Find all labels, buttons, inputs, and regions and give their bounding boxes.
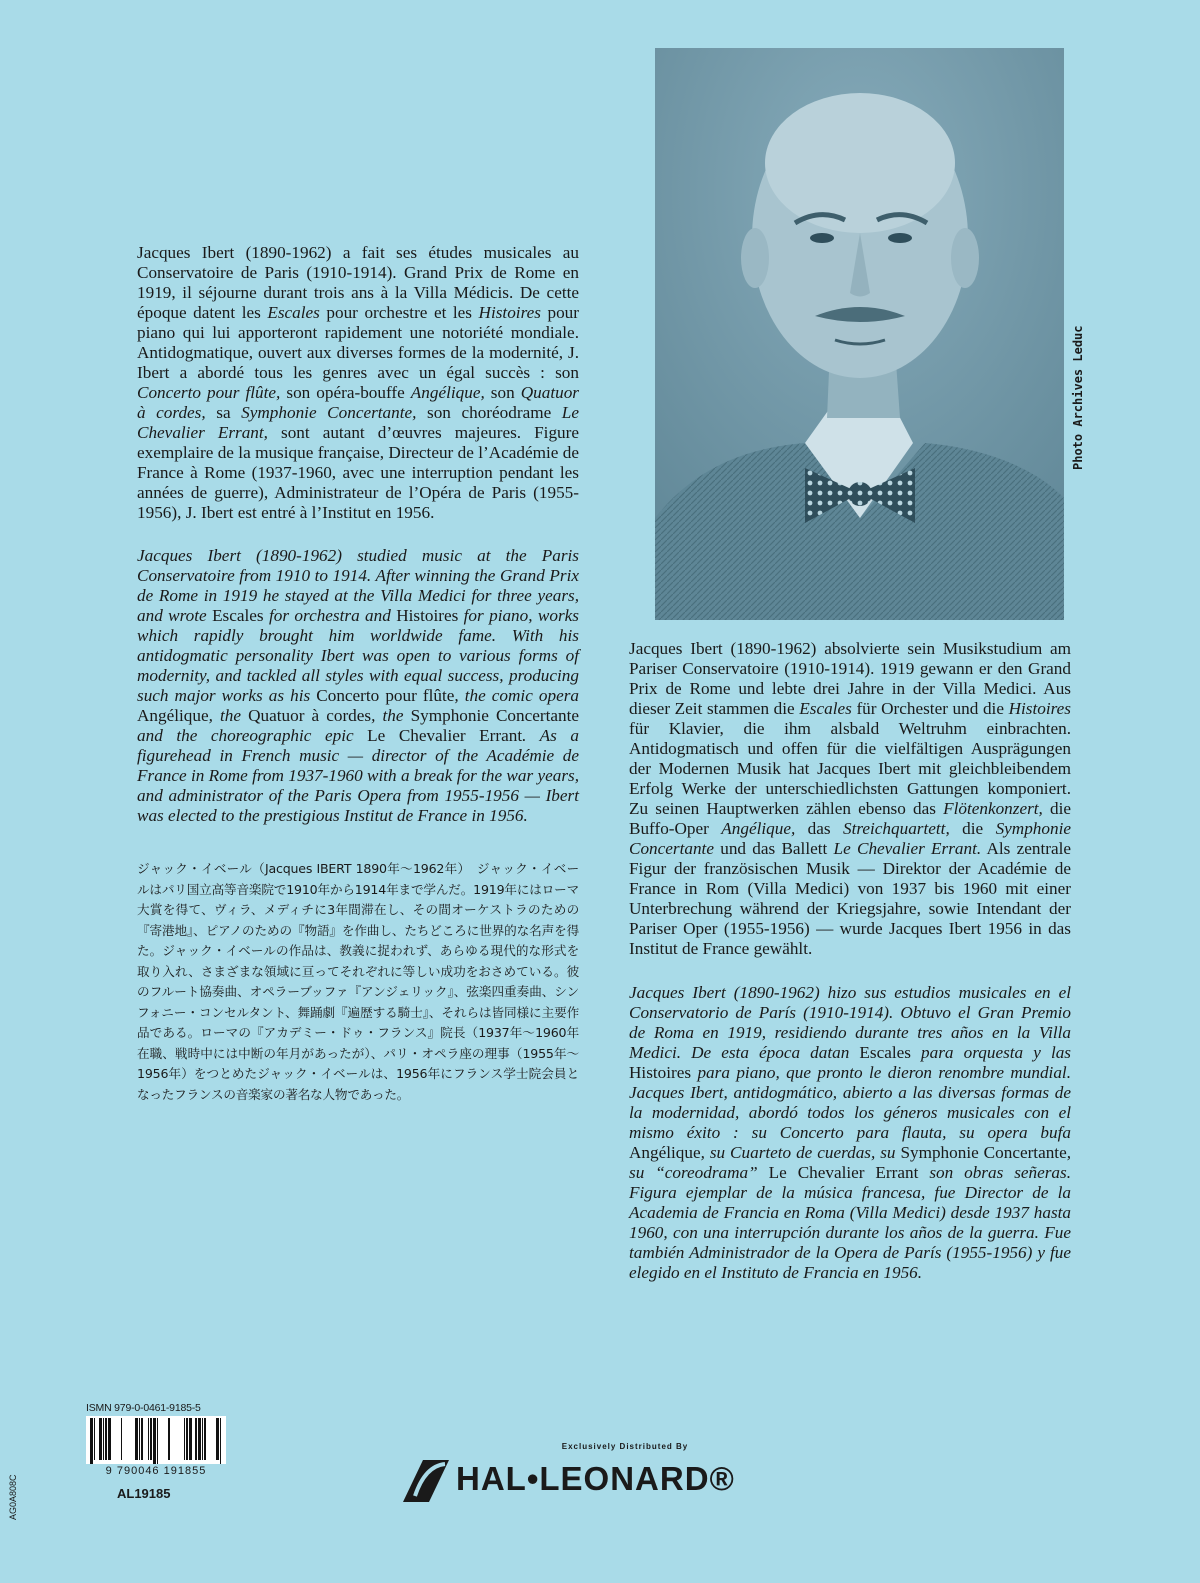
en-text-segment: Concerto pour flûte bbox=[316, 686, 455, 705]
fr-text-segment: pour orchestre et les bbox=[319, 303, 479, 322]
hal-leonard-logo-icon bbox=[401, 1456, 451, 1504]
barcode-bar bbox=[105, 1418, 107, 1460]
es-text-segment: , su “coreodrama” bbox=[629, 1143, 1071, 1182]
fr-text-segment: Quatuor à cordes, bbox=[137, 383, 579, 422]
fr-text-segment: Concerto pour flûte, bbox=[137, 383, 281, 402]
de-text-segment: Symphonie Concertante bbox=[629, 819, 1071, 858]
bio-spanish bbox=[629, 983, 1071, 1283]
fr-text-segment: son opéra-bouffe bbox=[280, 383, 411, 402]
de-text-segment: Jacques Ibert (1890-1962) absolvierte sein Musikstudium am Pariser Conservatoire (1910-1914). 1919 gewann er den Grand Prix de Rome und lebte drei Jahre in der Villa Medici. Aus dieser Zeit stammen die bbox=[629, 639, 1071, 718]
en-text-segment: , the bbox=[208, 706, 249, 725]
es-text-segment: Le Chevalier Errant bbox=[768, 1163, 919, 1182]
fr-text-segment: Escales bbox=[267, 303, 320, 322]
en-text-segment: for piano, works which rapidly brought him worldwide fame. With his antidogmatic personality Ibert was open to various forms of modernity, and tackled all styles with equal success, producing such major works as his bbox=[137, 606, 579, 705]
fr-text-segment: pour piano qui lui apporteront rapidement une notoriété mondiale. Antidogmatique, ouvert aux diverses formes de la modernité, J. Ibert a abordé tous les genres avec un égal succès : son bbox=[137, 303, 579, 382]
de-text-segment: die bbox=[949, 819, 996, 838]
es-text-segment: son obras señeras. Figura ejemplar de la música francesa, fue Director de la Academia de Francia en Roma (Villa Medici) desde 1937 hasta 1960, con una interrupción durante los años de la guerra. Fue también Administrador de la Opera de París (1955-1956) y fue elegido en el Instituto de Francia en 1956. bbox=[629, 1163, 1072, 1282]
barcode-bar bbox=[184, 1418, 185, 1460]
fr-text-segment: Jacques Ibert (1890-1962) a fait ses études musicales au Conservatoire de Paris (1910-1914). Grand Prix de Rome en 1919, il séjourne durant trois ans à la Villa Médicis. De cette époque datent les bbox=[137, 243, 579, 322]
barcode-bar bbox=[90, 1418, 93, 1464]
en-text-segment: Le Chevalier Errant bbox=[367, 726, 523, 745]
barcode-digits: 9 790046 191855 bbox=[105, 1465, 207, 1477]
es-text-segment: Histoires bbox=[629, 1063, 692, 1082]
en-text-segment: for orchestra and bbox=[263, 606, 397, 625]
barcode-bar bbox=[168, 1418, 170, 1460]
en-text-segment: Histoires bbox=[396, 606, 459, 625]
barcode bbox=[86, 1416, 226, 1464]
barcode-bar bbox=[108, 1418, 111, 1460]
en-text-segment: and the choreographic epic bbox=[137, 726, 368, 745]
barcode-bar bbox=[189, 1418, 192, 1460]
de-text-segment: Angélique, bbox=[721, 819, 796, 838]
es-text-segment: , su Cuarteto de cuerdas, su bbox=[700, 1143, 901, 1162]
barcode-bar bbox=[198, 1418, 201, 1460]
bio-german bbox=[629, 639, 1071, 959]
es-text-segment: Escales bbox=[859, 1043, 911, 1062]
barcode-bar bbox=[94, 1418, 95, 1460]
catalog-number: AL19185 bbox=[117, 1486, 171, 1501]
bio-english bbox=[137, 546, 579, 826]
bio-french bbox=[137, 243, 579, 523]
en-text-segment: Angélique bbox=[137, 706, 209, 725]
barcode-bar bbox=[99, 1418, 102, 1460]
barcode-bar bbox=[135, 1418, 138, 1460]
fr-text-segment: son choréodrame bbox=[416, 403, 562, 422]
publisher-name: HAL•LEONARD® bbox=[456, 1460, 735, 1497]
left-column bbox=[137, 243, 579, 1105]
ismn-label: ISMN 979-0-0461-9185-5 bbox=[86, 1402, 201, 1414]
de-text-segment: für Orchester und die bbox=[851, 699, 1009, 718]
barcode-bar bbox=[216, 1418, 219, 1460]
de-text-segment: Histoires bbox=[1008, 699, 1071, 718]
en-text-segment: . As a figurehead in French music — director of the Académie de France in Rome from 1937-1960 with a break for the war years, and administrator of the Paris Opera from 1955-1956 — Ibert was elected to the prestigious Institut de France in 1956. bbox=[137, 726, 579, 825]
de-text-segment: die Buffo-Oper bbox=[629, 799, 1072, 838]
en-text-segment: Quatuor à cordes bbox=[248, 706, 372, 725]
vertical-code: AG0A808C bbox=[8, 1474, 18, 1520]
right-column bbox=[629, 639, 1071, 1283]
es-text-segment: Jacques Ibert (1890-1962) hizo sus estudios musicales en el Conservatorio de París (1910-1914). Obtuvo el Gran Premio de Roma en 1919, residiendo durante tres años en la Villa Medici. De esta época datan bbox=[629, 983, 1071, 1062]
de-text-segment: und das Ballett bbox=[713, 839, 834, 858]
distributed-by: Exclusively Distributed By bbox=[561, 1442, 689, 1451]
de-text-segment: Flötenkonzert, bbox=[943, 799, 1043, 818]
de-text-segment: Streichquartett, bbox=[842, 819, 950, 838]
barcode-bar bbox=[195, 1418, 197, 1460]
barcode-bar bbox=[186, 1418, 188, 1460]
de-text-segment: Escales bbox=[799, 699, 852, 718]
barcode-bar bbox=[150, 1418, 152, 1460]
fr-text-segment: sa bbox=[205, 403, 242, 422]
fr-text-segment: Angélique, bbox=[410, 383, 485, 402]
fr-text-segment: Symphonie Concertante, bbox=[241, 403, 417, 422]
barcode-bar bbox=[153, 1418, 156, 1464]
barcode-bar bbox=[157, 1418, 158, 1464]
barcode-bar bbox=[103, 1418, 104, 1460]
fr-text-segment: Histoires bbox=[478, 303, 541, 322]
fr-text-segment: sont autant d’œuvres majeures. Figure exemplaire de la musique française, Directeur de l’Académie de France à Rome (1937-1960, avec une interruption pendant les années de guerre), Administrateur de l’Opéra de Paris (1955-1956), J. Ibert est entré à l’Institut en 1956. bbox=[137, 423, 580, 522]
es-text-segment: Angélique bbox=[629, 1143, 701, 1162]
en-text-segment: Jacques Ibert (1890-1962) studied music at the Paris Conservatoire from 1910 to 1914. After winning the Grand Prix de Rome in 1919 he stayed at the Villa Medici for three years, and wrote bbox=[137, 546, 579, 625]
portrait-photo bbox=[655, 48, 1064, 620]
de-text-segment: Als zentrale Figur der französischen Musik — Direktor der Académie de France in Rom (Villa Medici) von 1937 bis 1960 mit einer Unterbrechung während der Kriegsjahre, sowie Intendant der Pariser Oper (1955-1956) — wurde Jacques Ibert 1956 in das Institut de France gewählt. bbox=[629, 839, 1071, 958]
en-text-segment: , the bbox=[371, 706, 411, 725]
es-text-segment: para piano, que pronto le dieron renombre mundial. Jacques Ibert, antidogmático, abierto a las diversas formas de la modernidad, abordó todos los géneros musicales con el mismo éxito : su Concerto para flauta, su opera bufa bbox=[629, 1063, 1071, 1142]
fr-text-segment: Le Chevalier Errant, bbox=[137, 403, 579, 442]
de-text-segment: für Klavier, die ihm alsbald Weltruhm einbrachten. Antidogmatisch und offen für die vielfältigen Ausprägungen der Modernen Musik hat Jacques Ibert mit gleichbleibendem Erfolg Werke der unterschiedlichsten Gattungen komponiert. Zu seinen Hauptwerken zählen ebenso das bbox=[629, 719, 1071, 818]
barcode-bar bbox=[141, 1418, 143, 1460]
en-text-segment: , the comic opera bbox=[454, 686, 579, 705]
en-text-segment: Escales bbox=[212, 606, 264, 625]
es-text-segment: para orquesta y las bbox=[910, 1043, 1071, 1062]
de-text-segment: Le Chevalier Errant. bbox=[833, 839, 982, 858]
barcode-bar bbox=[220, 1418, 221, 1464]
fr-text-segment: son bbox=[484, 383, 521, 402]
barcode-bar bbox=[202, 1418, 203, 1460]
bio-japanese: ジャック・イベール（Jacques IBERT 1890年〜1962年） ジャック・イベールはパリ国立高等音楽院で1910年から1914年まで学んだ。1919年にはローマ大賞を得て、ヴィラ、メディチに3年間滞在し、その間オーケストラのための『寄港地』、ピアノのための『物語』を作曲し、たちどころに世界的な名声を得た。ジャック・イベールの作品は、教義に捉われず、あらゆる現代的な形式を取り入れ、さまざまな領域に亘ってそれぞれに等しい成功をおさめている。彼のフルート協奏曲、オペラーブッファ『アンジェリック』、弦楽四重奏曲、シンフォニー・コンセルタント、舞踊劇『遍歴する騎士』、それらは皆同様に主要作品である。ローマの『アカデミー・ドゥ・フランス』院長（1937年〜1960年在職、戦時中には中断の年月があったが）、パリ・オペラ座の理事（1955年〜1956年）をつとめたジャック・イベールは、1956年にフランス学士院会員となったフランスの音楽家の著名な人物であった。 bbox=[137, 861, 579, 1102]
barcode-bar bbox=[121, 1418, 122, 1460]
barcode-bar bbox=[139, 1418, 140, 1460]
es-text-segment: Symphonie Concertante bbox=[900, 1143, 1067, 1162]
barcode-block bbox=[86, 1402, 226, 1477]
photo-credit: Photo Archives Leduc bbox=[1071, 325, 1085, 470]
barcode-bar bbox=[204, 1418, 206, 1460]
en-text-segment: Symphonie Concertante bbox=[410, 706, 580, 725]
de-text-segment: das bbox=[795, 819, 843, 838]
barcode-bar bbox=[148, 1418, 149, 1460]
